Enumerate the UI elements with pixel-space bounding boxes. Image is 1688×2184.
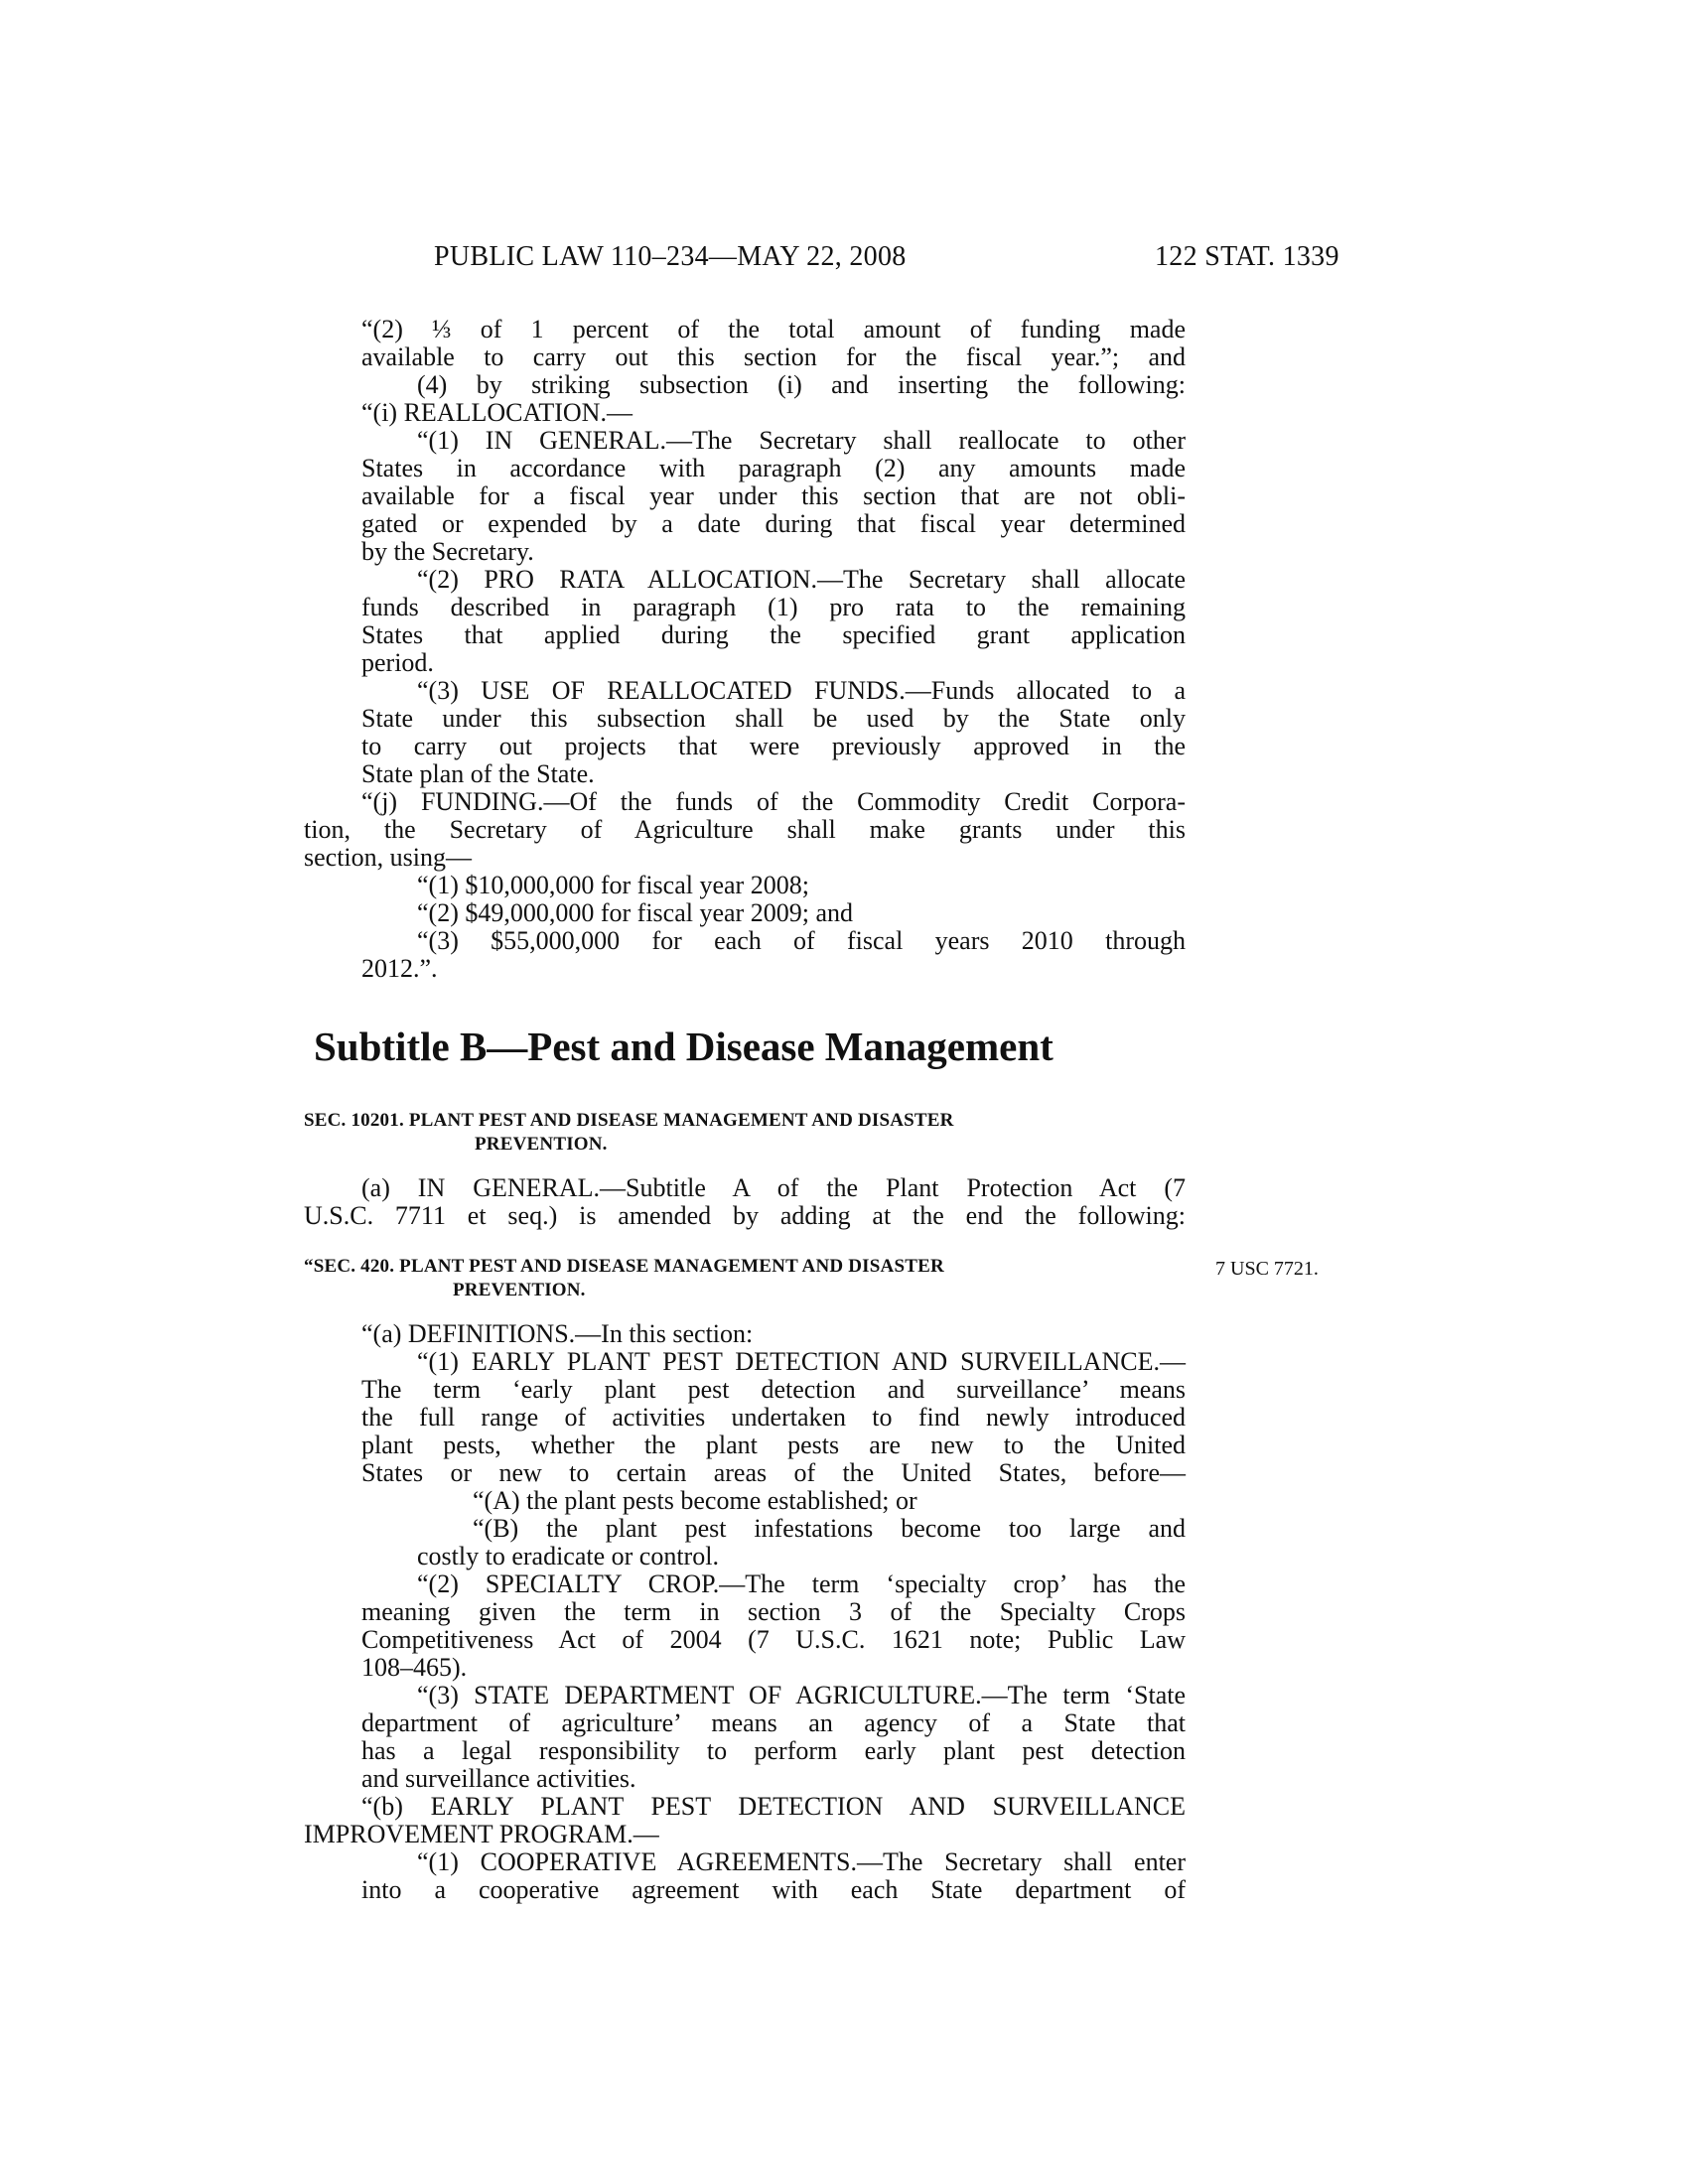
text-line: State plan of the State. bbox=[361, 759, 595, 788]
text-line: U.S.C. 7711 et seq.) is amended by adding at the end the following: bbox=[304, 1201, 1186, 1230]
text-line: “(2) ⅓ of 1 percent of the total amount of funding made bbox=[361, 315, 1186, 343]
text-line: “(1) COOPERATIVE AGREEMENTS.—The Secretary shall enter bbox=[417, 1847, 1186, 1876]
text-line: “(B) the plant pest infestations become too large and bbox=[473, 1514, 1186, 1543]
text-line: “(j) FUNDING.—Of the funds of the Commodity Credit Corpora- bbox=[361, 787, 1186, 816]
text-line: 108–465). bbox=[361, 1653, 468, 1682]
text-line: section, using— bbox=[304, 843, 472, 872]
text-line: (a) IN GENERAL.—Subtitle A of the Plant Protection Act (7 bbox=[361, 1173, 1186, 1202]
text-line: the full range of activities undertaken to find newly introduced bbox=[361, 1403, 1186, 1432]
section-heading bbox=[304, 1255, 944, 1302]
text-line: “(b) EARLY PLANT PEST DETECTION AND SURVEILLANCE bbox=[361, 1792, 1186, 1821]
text-line: period. bbox=[361, 648, 434, 677]
text-line: 2012.”. bbox=[361, 954, 438, 983]
text-line: to carry out projects that were previously approved in the bbox=[361, 732, 1186, 760]
text-line: “(1) IN GENERAL.—The Secretary shall reallocate to other bbox=[417, 426, 1186, 455]
text-line: “(2) $49,000,000 for fiscal year 2009; and bbox=[417, 898, 853, 927]
running-head-stat-page: 122 STAT. 1339 bbox=[1155, 241, 1339, 272]
text-line: State under this subsection shall be used by the State only bbox=[361, 704, 1186, 733]
text-line: meaning given the term in section 3 of the Specialty Crops bbox=[361, 1597, 1186, 1626]
text-line: “(3) USE OF REALLOCATED FUNDS.—Funds allocated to a bbox=[417, 676, 1186, 705]
text-line: plant pests, whether the plant pests are new to the United bbox=[361, 1431, 1186, 1459]
text-line: “(3) STATE DEPARTMENT OF AGRICULTURE.—The term ‘State bbox=[417, 1681, 1186, 1709]
text-line: “(1) $10,000,000 for fiscal year 2008; bbox=[417, 871, 809, 899]
text-line: “(2) PRO RATA ALLOCATION.—The Secretary shall allocate bbox=[417, 565, 1186, 594]
text-line: “(A) the plant pests become established; or bbox=[473, 1486, 917, 1515]
section-heading-line: “SEC. 420. PLANT PEST AND DISEASE MANAGEMENT AND DISASTER bbox=[304, 1256, 944, 1277]
text-line: States in accordance with paragraph (2) any amounts made bbox=[361, 454, 1186, 482]
text-line: IMPROVEMENT PROGRAM.— bbox=[304, 1820, 659, 1848]
text-line: into a cooperative agreement with each State department of bbox=[361, 1875, 1186, 1904]
text-line: “(3) $55,000,000 for each of fiscal years 2010 through bbox=[417, 926, 1186, 955]
section-heading bbox=[304, 1109, 954, 1157]
text-line: States that applied during the specified grant application bbox=[361, 620, 1186, 649]
text-line: tion, the Secretary of Agriculture shall make grants under this bbox=[304, 815, 1186, 844]
text-line: costly to eradicate or control. bbox=[417, 1542, 719, 1570]
text-line: “(i) REALLOCATION.— bbox=[361, 398, 633, 427]
text-line: States or new to certain areas of the United States, before— bbox=[361, 1458, 1186, 1487]
text-line: “(a) DEFINITIONS.—In this section: bbox=[361, 1319, 754, 1348]
text-line: by the Secretary. bbox=[361, 537, 534, 566]
text-line: funds described in paragraph (1) pro rata to the remaining bbox=[361, 593, 1186, 621]
text-line: department of agriculture’ means an agency of a State that bbox=[361, 1708, 1186, 1737]
text-line: gated or expended by a date during that fiscal year determined bbox=[361, 509, 1186, 538]
text-line: “(1) EARLY PLANT PEST DETECTION AND SURVEILLANCE.— bbox=[417, 1347, 1186, 1376]
text-line: The term ‘early plant pest detection and surveillance’ means bbox=[361, 1375, 1186, 1404]
subtitle-heading: Subtitle B—Pest and Disease Management bbox=[314, 1024, 1054, 1069]
margin-citation-note: 7 USC 7721. bbox=[1215, 1258, 1319, 1280]
text-line: has a legal responsibility to perform early plant pest detection bbox=[361, 1736, 1186, 1765]
section-heading-line: PREVENTION. bbox=[475, 1134, 608, 1155]
text-line: “(2) SPECIALTY CROP.—The term ‘specialty crop’ has the bbox=[417, 1570, 1186, 1598]
section-heading-line: PREVENTION. bbox=[453, 1280, 586, 1300]
text-line: available for a fiscal year under this section that are not obli- bbox=[361, 481, 1186, 510]
text-line: Competitiveness Act of 2004 (7 U.S.C. 1621 note; Public Law bbox=[361, 1625, 1186, 1654]
section-heading-line: SEC. 10201. PLANT PEST AND DISEASE MANAGEMENT AND DISASTER bbox=[304, 1110, 954, 1131]
text-line: (4) by striking subsection (i) and inserting the following: bbox=[417, 370, 1186, 399]
running-head-title: PUBLIC LAW 110–234—MAY 22, 2008 bbox=[434, 241, 907, 272]
text-line: available to carry out this section for the fiscal year.”; and bbox=[361, 342, 1186, 371]
text-line: and surveillance activities. bbox=[361, 1764, 636, 1793]
